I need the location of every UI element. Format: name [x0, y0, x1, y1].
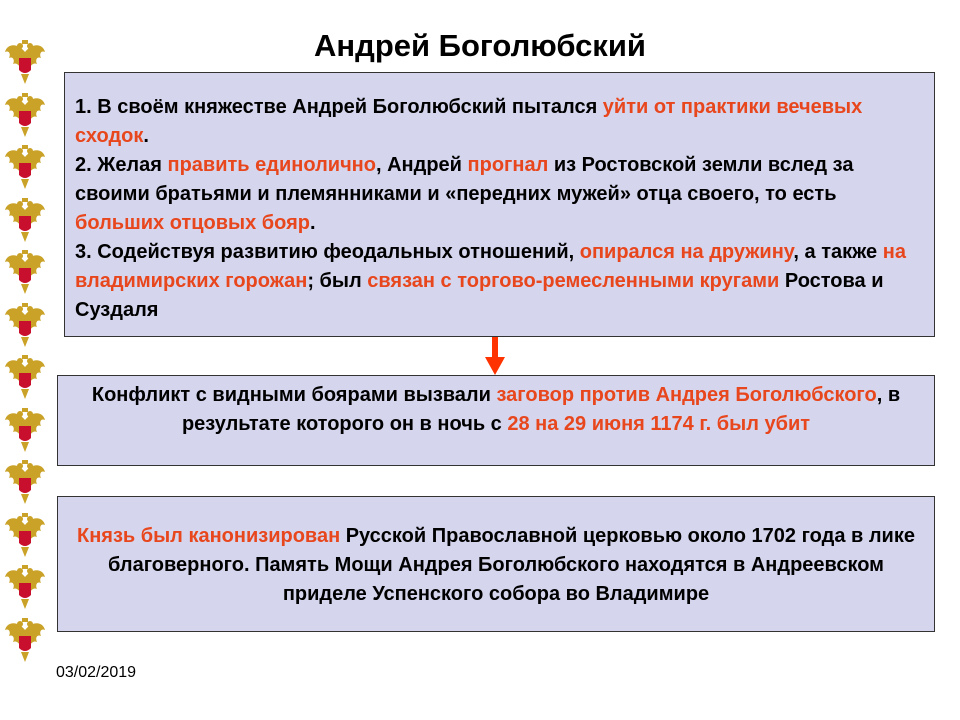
highlight-text: на владимирских горожан [75, 241, 906, 292]
double-headed-eagle-icon [3, 196, 47, 244]
slide-date: 03/02/2019 [56, 664, 137, 681]
highlight-text: Князь был канонизирован [77, 525, 341, 547]
text-segment: из Ростовской земли вслед за своими братьями и племянниками и «передних мужей» отца своего, то есть [75, 154, 854, 205]
emblem-strip [0, 38, 50, 678]
double-headed-eagle-icon [3, 563, 47, 611]
highlight-text: опирался на дружину [579, 241, 794, 263]
list-item [75, 238, 924, 325]
text-segment: 1. В своём княжестве Андрей Боголюбский пытался [75, 96, 603, 118]
text-box-policies [64, 72, 935, 337]
double-headed-eagle-icon [3, 91, 47, 139]
arrow-down-icon [483, 337, 507, 377]
double-headed-eagle-icon [3, 143, 47, 191]
double-headed-eagle-icon [3, 353, 47, 401]
text-segment: 2. Желая [75, 154, 168, 176]
text-segment: , а также [793, 241, 883, 263]
highlight-text: заговор против Андрея Боголюбского [496, 384, 877, 406]
highlight-text: связан с торгово-ремесленными кругами [367, 270, 780, 292]
list-item [75, 151, 924, 238]
double-headed-eagle-icon [3, 301, 47, 349]
highlight-text: править единолично [167, 154, 376, 176]
text-box-canonization [57, 496, 935, 632]
text-segment: Ростова и Суздаля [75, 270, 884, 321]
highlight-text: 28 на 29 июня 1174 г. был убит [507, 413, 811, 435]
highlight-text: больших отцовых бояр [75, 212, 310, 234]
text-segment: , Андрей [375, 154, 468, 176]
double-headed-eagle-icon [3, 406, 47, 454]
double-headed-eagle-icon [3, 248, 47, 296]
double-headed-eagle-icon [3, 616, 47, 664]
text-segment: , в результате которого он в ночь с [181, 384, 901, 435]
list-item [75, 93, 924, 151]
text-segment: . [310, 212, 316, 234]
double-headed-eagle-icon [3, 511, 47, 559]
text-segment: Конфликт с видными боярами вызвали [91, 384, 497, 406]
text-segment: . [143, 125, 149, 147]
text-box-conspiracy [57, 375, 935, 466]
highlight-text: уйти от практики вечевых сходок [75, 96, 863, 147]
text-segment: Русской Православной церковью около 1702 года в лике благоверного. Память Мощи Андрея Боголюбского находятся в Андреевском приделе Успенского собора во Владимире [108, 525, 915, 605]
page-title: Андрей Боголюбский [314, 28, 646, 63]
text-segment: 3. Содействуя развитию феодальных отношений, [75, 241, 580, 263]
text-segment: ; был [307, 270, 368, 292]
highlight-text: прогнал [467, 154, 549, 176]
double-headed-eagle-icon [3, 458, 47, 506]
